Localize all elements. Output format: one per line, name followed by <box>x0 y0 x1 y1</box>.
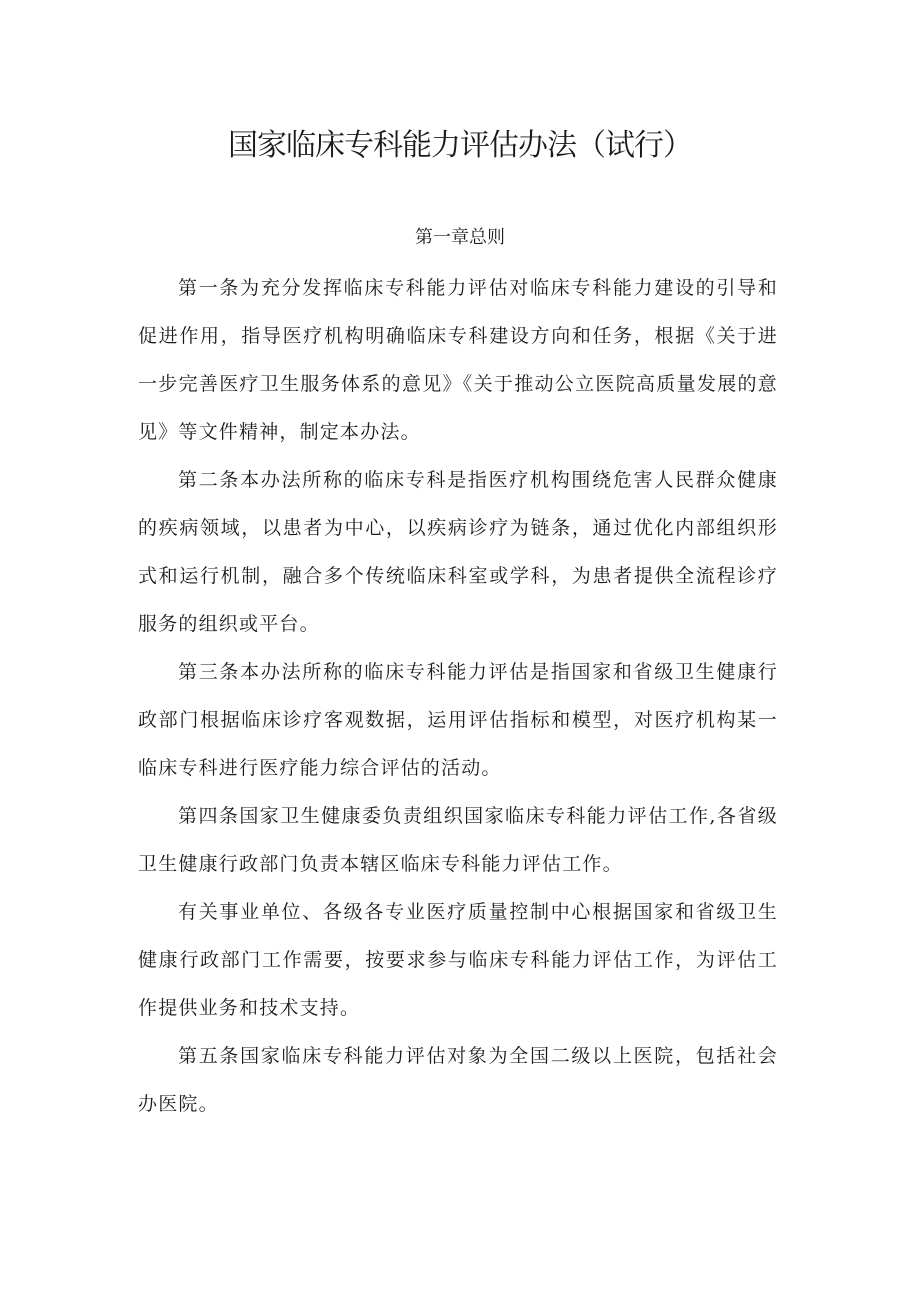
paragraph-article-4-supplement: 有关事业单位、各级各专业医疗质量控制中心根据国家和省级卫生健康行政部门工作需要，按要求参与临床专科能力评估工作，为评估工作提供业务和技术支持。 <box>138 901 778 1019</box>
chapter-heading: 第一章总则 <box>415 227 505 248</box>
document-body <box>138 264 778 1128</box>
document-title: 国家临床专科能力评估办法（试行） <box>228 128 692 163</box>
paragraph-article-4: 第四条国家卫生健康委负责组织国家临床专科能力评估工作,各省级卫生健康行政部门负责本辖区临床专科能力评估工作。 <box>138 805 778 875</box>
paragraph-article-3: 第三条本办法所称的临床专科能力评估是指国家和省级卫生健康行政部门根据临床诊疗客观数据，运用评估指标和模型，对医疗机构某一临床专科进行医疗能力综合评估的活动。 <box>138 661 778 779</box>
paragraph-article-2: 第二条本办法所称的临床专科是指医疗机构围绕危害人民群众健康的疾病领域，以患者为中心，以疾病诊疗为链条，通过优化内部组织形式和运行机制，融合多个传统临床科室或学科，为患者提供全流程诊疗服务的组织或平台。 <box>138 469 778 635</box>
paragraph-article-5: 第五条国家临床专科能力评估对象为全国二级以上医院，包括社会办医院。 <box>138 1045 778 1115</box>
paragraph-article-1: 第一条为充分发挥临床专科能力评估对临床专科能力建设的引导和促进作用，指导医疗机构明确临床专科建设方向和任务，根据《关于进一步完善医疗卫生服务体系的意见》《关于推动公立医院高质量发展的意见》等文件精神，制定本办法。 <box>138 277 778 443</box>
